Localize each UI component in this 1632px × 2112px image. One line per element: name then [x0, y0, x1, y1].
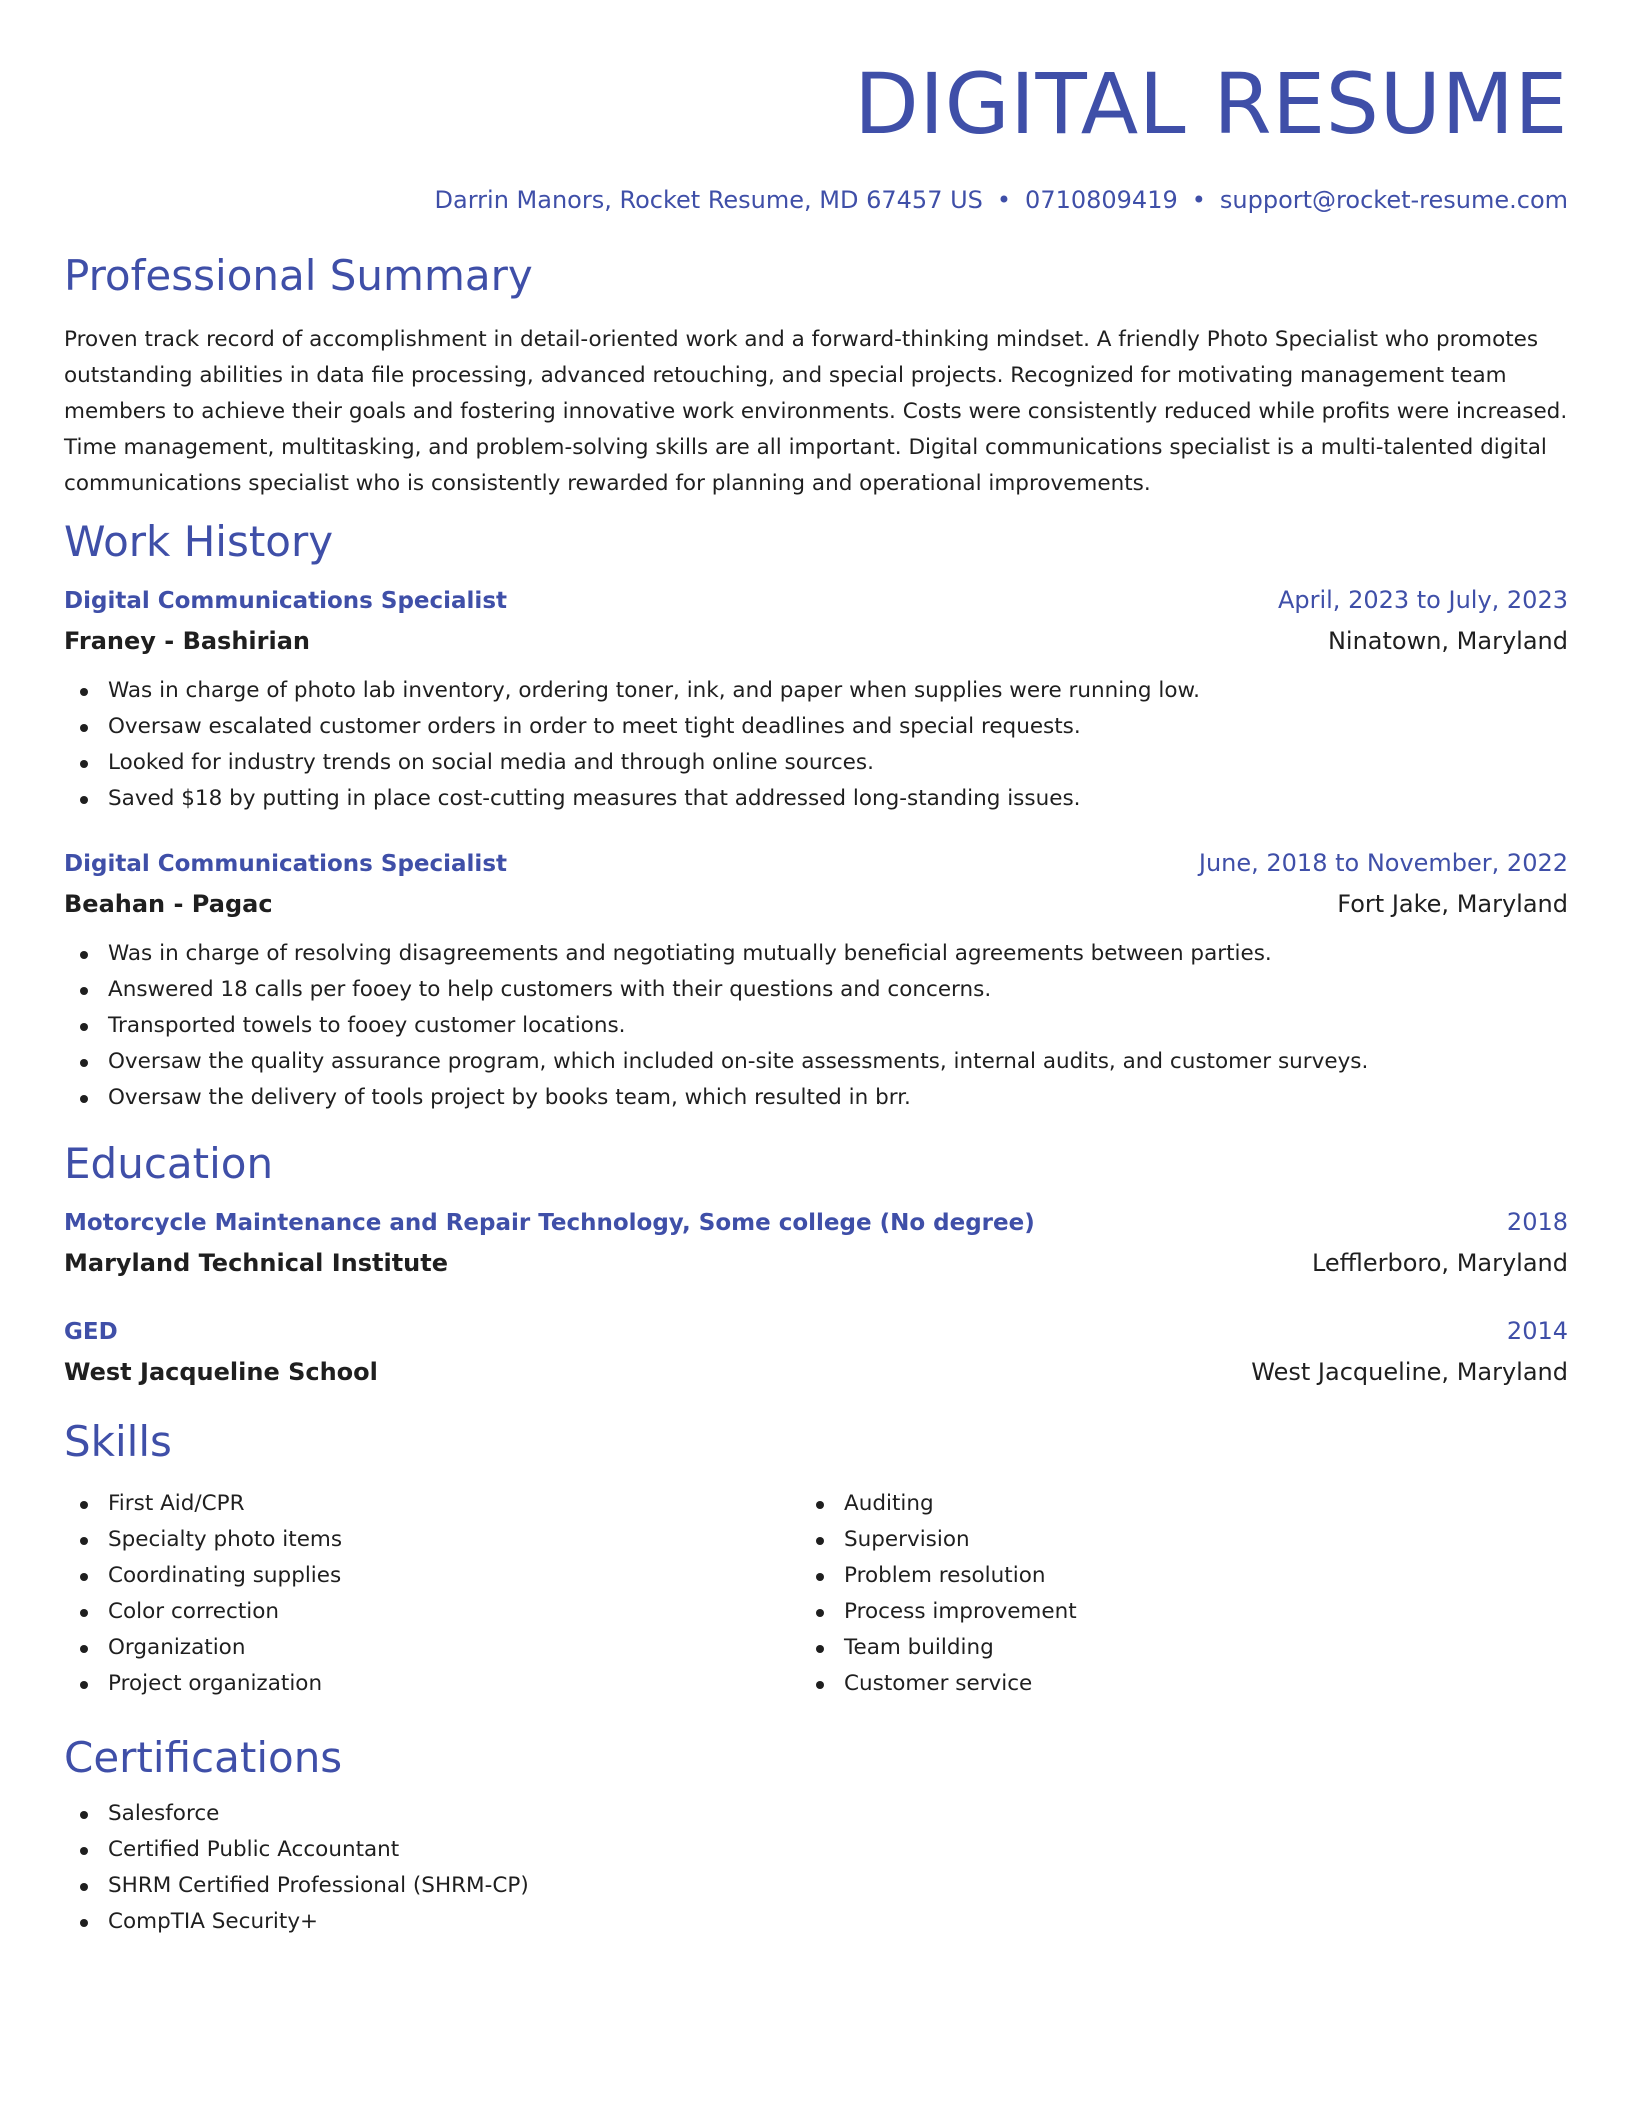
education-school-row — [64, 1243, 1568, 1283]
education-degree-row — [64, 1311, 1568, 1352]
job-title-row — [64, 843, 1568, 884]
job-company-row — [64, 884, 1568, 924]
contact-line — [64, 184, 1568, 216]
list-item: Specialty photo items — [64, 1522, 800, 1558]
resume-title: DIGITAL RESUME — [854, 55, 1568, 153]
summary-heading: Professional Summary — [64, 251, 533, 300]
education-year: 2018 — [1506, 1208, 1568, 1236]
summary-text: Proven track record of accomplishment in detail-oriented work and a forward-thinking mindset. A friendly Photo Specialist who promotes outstanding abilities in data file processing, advanced retouching, and special projects. Recognized for motivating management team members to achieve their goals and fostering innovative work environments. Costs were consistently reduced while profits were increased. Time management, multitasking, and problem-solving skills are all important. Digital communications specialist is a multi-talented digital communications specialist who is consistently rewarded for planning and operational improvements. — [64, 327, 1568, 496]
job-dates: June, 2018 to November, 2022 — [1198, 849, 1568, 877]
education-section — [64, 1138, 1568, 1392]
education-entry — [64, 1202, 1568, 1283]
job-title-row — [64, 580, 1568, 621]
list-item: Was in charge of resolving disagreements and negotiating mutually beneficial agreements between parties. — [64, 936, 1568, 972]
skills-section — [64, 1416, 1568, 1702]
list-item: Salesforce — [64, 1796, 1568, 1832]
contact-phone: 0710809419 — [1025, 186, 1178, 214]
skills-list-left — [64, 1486, 800, 1702]
education-degree: GED — [64, 1319, 118, 1345]
job-company-row — [64, 621, 1568, 661]
education-school: Maryland Technical Institute — [64, 1249, 448, 1277]
work-history-heading: Work History — [64, 517, 334, 566]
education-school: West Jacqueline School — [64, 1358, 378, 1386]
list-item: Problem resolution — [800, 1558, 1536, 1594]
certifications-section — [64, 1732, 1568, 1940]
job-bullets — [64, 936, 1568, 1116]
list-item: Transported towels to fooey customer locations. — [64, 1008, 1568, 1044]
certifications-heading: Certifications — [64, 1733, 343, 1782]
job-entry — [64, 580, 1568, 817]
list-item: SHRM Certified Professional (SHRM-CP) — [64, 1868, 1568, 1904]
job-entry — [64, 843, 1568, 1116]
education-location: Lefflerboro, Maryland — [1311, 1249, 1568, 1277]
job-location: Ninatown, Maryland — [1327, 627, 1568, 655]
contact-separator: • — [1191, 186, 1206, 214]
list-item: Supervision — [800, 1522, 1536, 1558]
education-location: West Jacqueline, Maryland — [1251, 1358, 1568, 1386]
list-item: First Aid/CPR — [64, 1486, 800, 1522]
job-bullets — [64, 673, 1568, 817]
work-history-section — [64, 516, 1568, 1116]
list-item: Organization — [64, 1630, 800, 1666]
list-item: Was in charge of photo lab inventory, ordering toner, ink, and paper when supplies were running low. — [64, 673, 1568, 709]
list-item: Certified Public Accountant — [64, 1832, 1568, 1868]
certifications-list — [64, 1796, 1568, 1940]
education-year: 2014 — [1506, 1317, 1568, 1345]
contact-address: Darrin Manors, Rocket Resume, MD 67457 US — [434, 186, 983, 214]
list-item: Color correction — [64, 1594, 800, 1630]
education-entry — [64, 1311, 1568, 1392]
education-school-row — [64, 1352, 1568, 1392]
list-item: Oversaw the delivery of tools project by books team, which resulted in brr. — [64, 1080, 1568, 1116]
education-heading: Education — [64, 1139, 274, 1188]
skills-columns — [64, 1474, 1568, 1702]
job-dates: April, 2023 to July, 2023 — [1277, 586, 1568, 614]
job-location: Fort Jake, Maryland — [1337, 890, 1568, 918]
contact-separator: • — [996, 186, 1012, 214]
list-item: CompTIA Security+ — [64, 1904, 1568, 1940]
education-degree-row — [64, 1202, 1568, 1243]
list-item: Project organization — [64, 1666, 800, 1702]
list-item: Answered 18 calls per fooey to help customers with their questions and concerns. — [64, 972, 1568, 1008]
job-title: Digital Communications Specialist — [64, 588, 507, 614]
list-item: Team building — [800, 1630, 1536, 1666]
summary-section — [64, 250, 1568, 502]
list-item: Oversaw the quality assurance program, which included on-site assessments, internal audits, and customer surveys. — [64, 1044, 1568, 1080]
job-company: Franey - Bashirian — [64, 627, 310, 655]
list-item: Looked for industry trends on social media and through online sources. — [64, 745, 1568, 781]
list-item: Coordinating supplies — [64, 1558, 800, 1594]
skills-list-right — [800, 1486, 1536, 1702]
list-item: Auditing — [800, 1486, 1536, 1522]
contact-email[interactable]: support@rocket-resume.com — [1219, 186, 1568, 214]
list-item: Customer service — [800, 1666, 1536, 1702]
skills-heading: Skills — [64, 1417, 172, 1466]
job-title: Digital Communications Specialist — [64, 851, 507, 877]
education-degree: Motorcycle Maintenance and Repair Technology, Some college (No degree) — [64, 1210, 1035, 1236]
list-item: Saved $18 by putting in place cost-cutting measures that addressed long-standing issues. — [64, 781, 1568, 817]
list-item: Oversaw escalated customer orders in order to meet tight deadlines and special requests. — [64, 709, 1568, 745]
job-company: Beahan - Pagac — [64, 890, 273, 918]
list-item: Process improvement — [800, 1594, 1536, 1630]
